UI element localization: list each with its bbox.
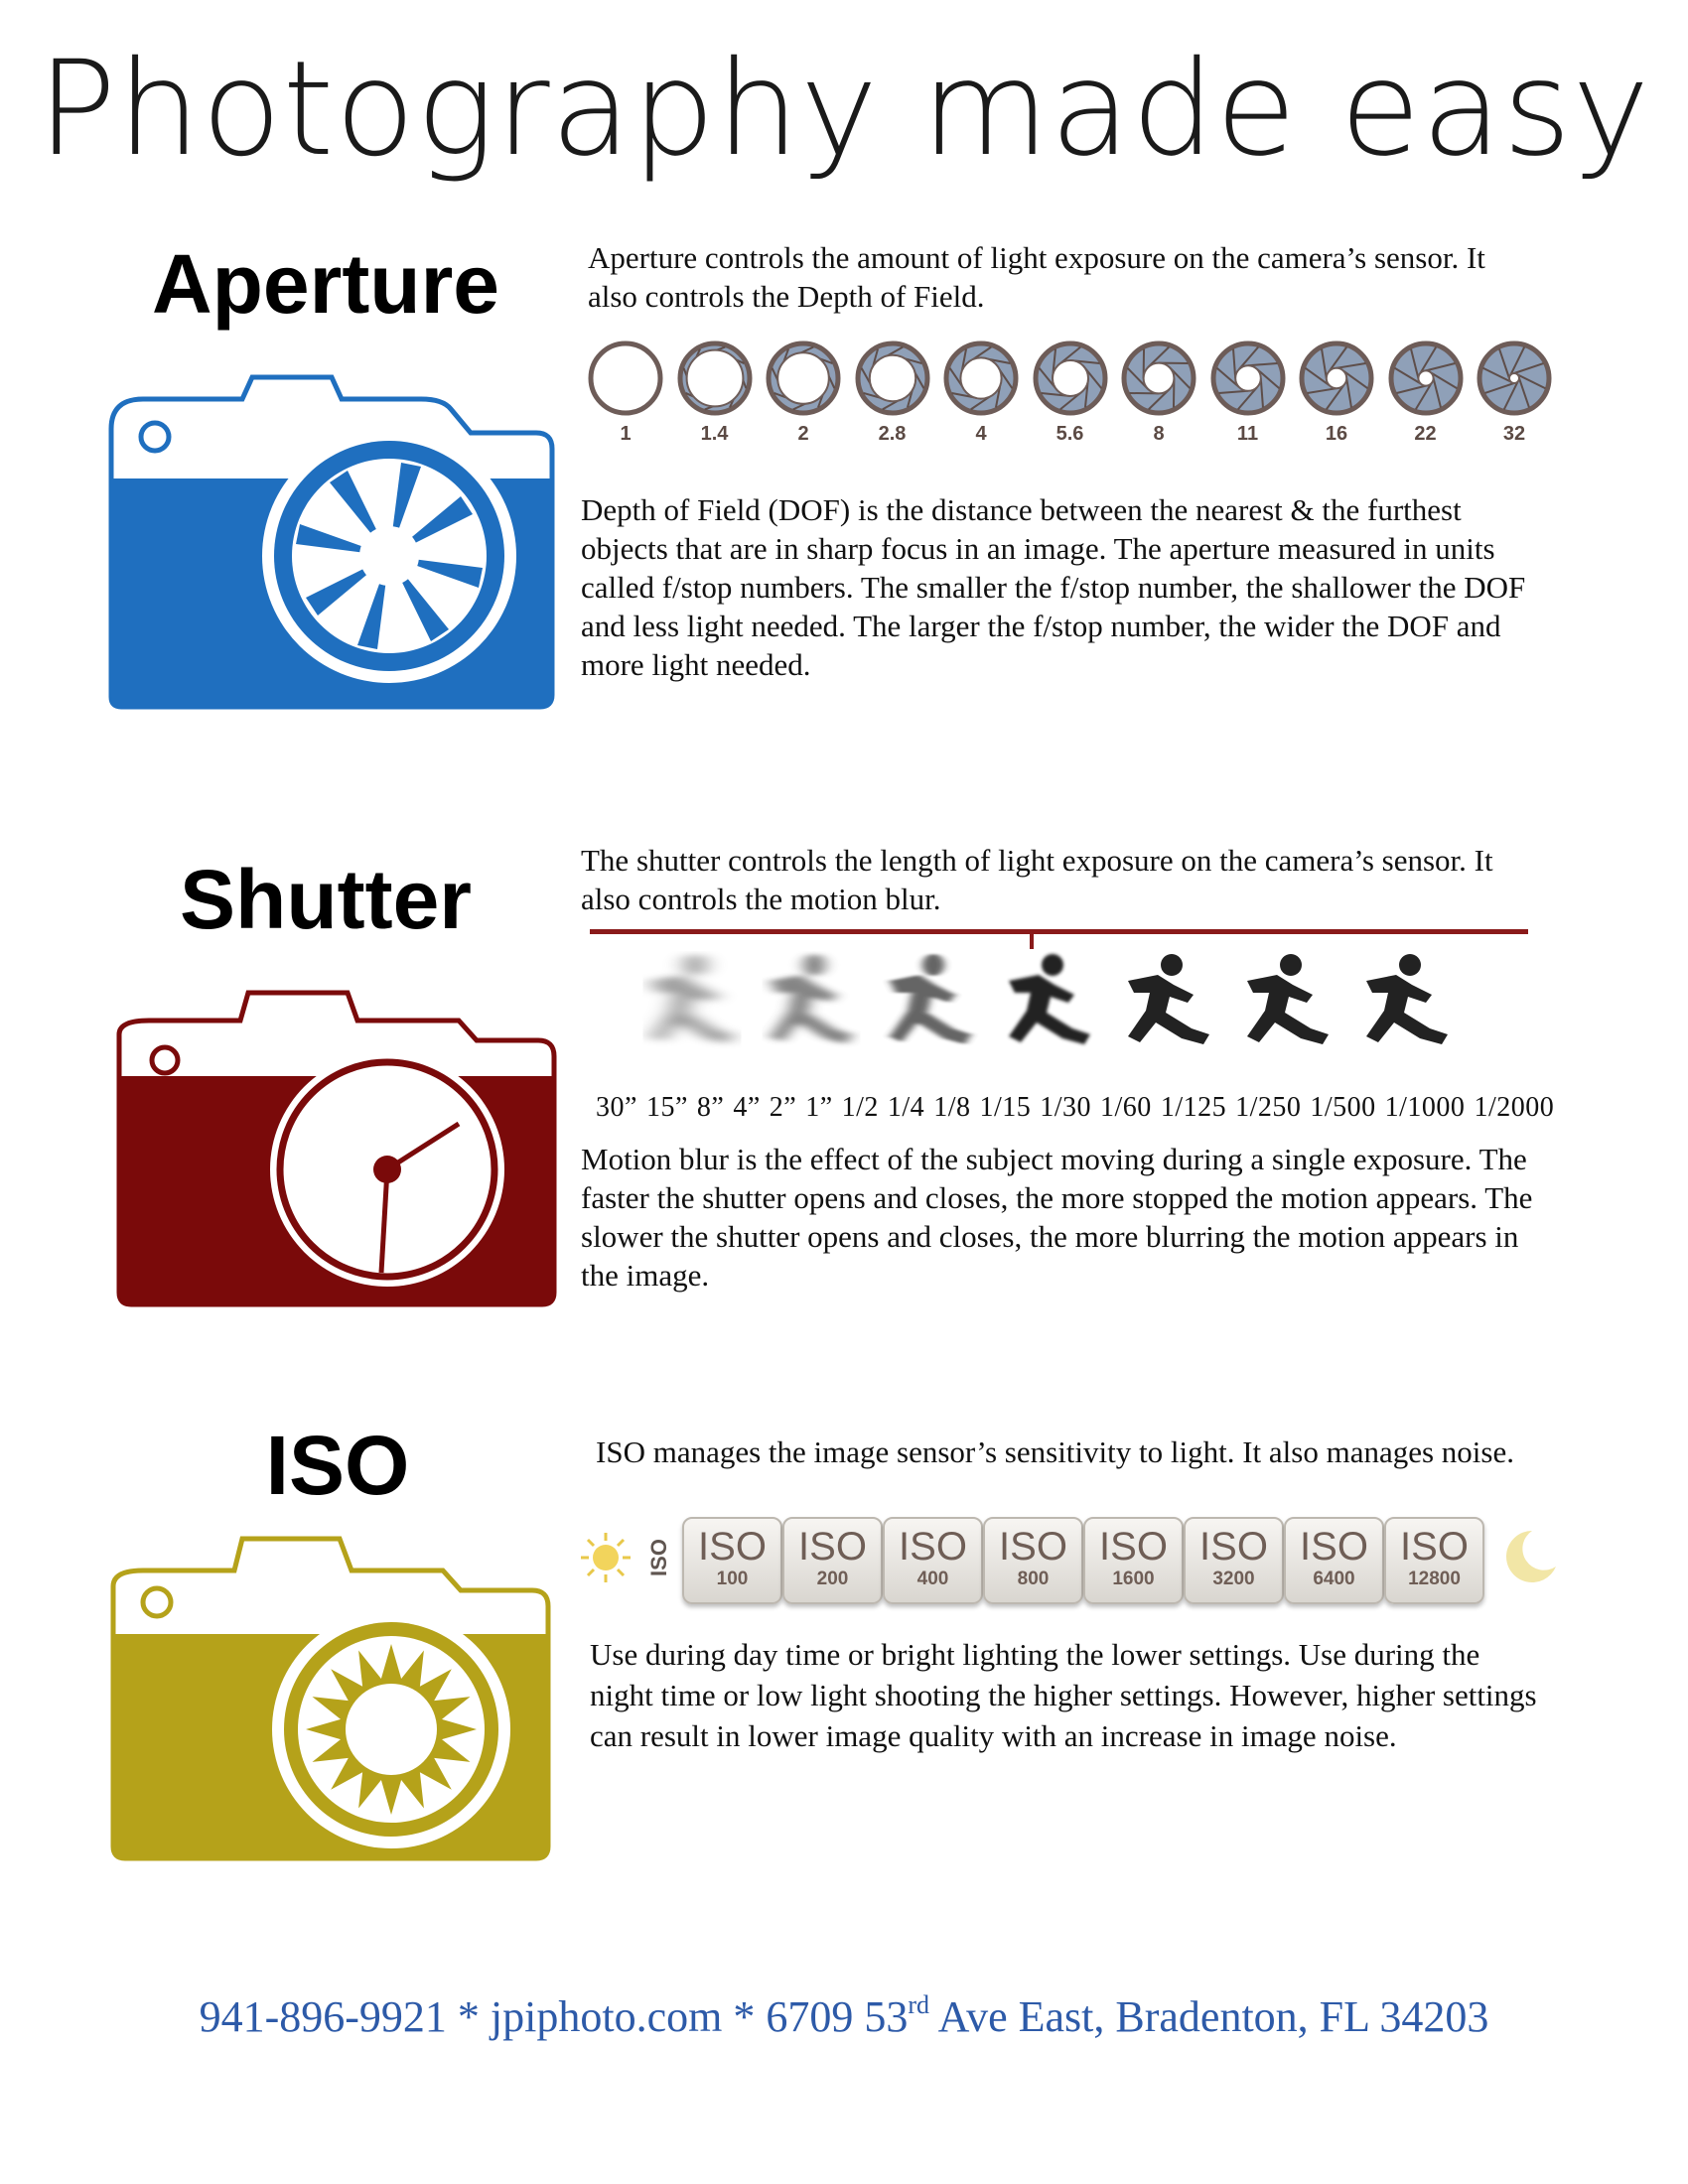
- sun-icon: [579, 1531, 633, 1584]
- aperture-stop-label: 16: [1325, 423, 1348, 445]
- iso-key-label: ISO: [798, 1525, 867, 1569]
- iso-key-label: ISO: [899, 1525, 967, 1569]
- iso-key-label: ISO: [1199, 1525, 1268, 1569]
- aperture-stop-item: [1384, 340, 1468, 446]
- aperture-stop-label: 2: [797, 423, 809, 445]
- aperture-stop-icon: [765, 340, 842, 417]
- iso-vertical-label: ISO: [645, 1539, 671, 1576]
- shutter-speed-label: 2”: [769, 1092, 797, 1123]
- iso-key-label: ISO: [698, 1525, 767, 1569]
- aperture-stop-icon: [1387, 340, 1465, 417]
- aperture-stop-item: [762, 340, 845, 446]
- iso-key-value: 200: [816, 1569, 849, 1589]
- aperture-stop-label: 11: [1236, 423, 1259, 445]
- aperture-stop-item: [1117, 340, 1200, 446]
- phone-number[interactable]: 941-896-9921: [199, 1992, 447, 2041]
- aperture-stop-icon: [587, 340, 664, 417]
- shutter-speed-label: 8”: [696, 1092, 725, 1123]
- aperture-stop-icon: [854, 340, 931, 417]
- aperture-stop-item: [673, 340, 757, 446]
- iso-value-key: [983, 1517, 1083, 1604]
- shutter-speed-label: 4”: [733, 1092, 761, 1123]
- aperture-stop-label: 2.8: [878, 423, 907, 445]
- iso-value-key: [1284, 1517, 1384, 1604]
- shutter-scale-tick: [1030, 929, 1034, 949]
- aperture-stop-item: [851, 340, 934, 446]
- iso-scale-row: [579, 1517, 1562, 1626]
- iso-value-key: [1083, 1517, 1184, 1604]
- aperture-intro: Aperture controls the amount of light exposure on the camera’s sensor. It also controls the Depth of Field.: [588, 240, 1485, 314]
- shutter-speed-label: 15”: [645, 1092, 688, 1123]
- footer-separator: *: [722, 1992, 767, 2041]
- aperture-stop-item: [1206, 340, 1290, 446]
- shutter-heading: Shutter: [180, 853, 472, 946]
- aperture-stop-icon: [1476, 340, 1553, 417]
- iso-value-key: [1384, 1517, 1484, 1604]
- aperture-stop-label: 8: [1153, 423, 1165, 445]
- shutter-speed-label: 1/1000: [1384, 1092, 1466, 1123]
- aperture-stop-label: 4: [975, 423, 987, 445]
- aperture-stop-label: 1: [620, 423, 632, 445]
- shutter-intro: The shutter controls the length of light exposure on the camera’s sensor. It also controls the motion blur.: [581, 843, 1493, 916]
- motion-blur-runners: [614, 951, 1527, 1050]
- camera-sun-icon: [103, 1531, 560, 1878]
- iso-body: Use during day time or bright lighting the lower settings. Use during the night time or low light shooting the higher settings. However, higher settings can result in lower image quality with an increase in image noise.: [590, 1637, 1537, 1753]
- aperture-stop-icon: [1120, 340, 1197, 417]
- iso-key-value: 3200: [1212, 1569, 1255, 1589]
- moon-icon: [1502, 1527, 1558, 1586]
- aperture-heading: Aperture: [151, 237, 500, 331]
- iso-key-value: 100: [716, 1569, 749, 1589]
- iso-key-label: ISO: [1400, 1525, 1469, 1569]
- website-link[interactable]: jpiphoto.com: [490, 1992, 723, 2041]
- aperture-stop-item: [939, 340, 1023, 446]
- aperture-stop-item: [1473, 340, 1556, 446]
- iso-intro: ISO manages the image sensor’s sensitivity to light. It also manages noise.: [596, 1434, 1514, 1469]
- camera-clock-icon: [109, 985, 566, 1322]
- shutter-speed-label: 1/250: [1235, 1092, 1302, 1123]
- iso-key-label: ISO: [1099, 1525, 1168, 1569]
- shutter-speed-label: 30”: [596, 1092, 637, 1123]
- iso-value-key: [1184, 1517, 1284, 1604]
- iso-key-value: 12800: [1408, 1569, 1461, 1589]
- aperture-stop-item: [584, 340, 667, 446]
- address: 6709 53rd Ave East, Bradenton, FL 34203: [766, 1990, 1489, 2041]
- aperture-stop-label: 1.4: [700, 423, 729, 445]
- footer-separator: *: [446, 1992, 491, 2041]
- aperture-stop-icon: [1298, 340, 1375, 417]
- shutter-speed-label: 1/60: [1100, 1092, 1152, 1123]
- aperture-stop-icon: [942, 340, 1020, 417]
- shutter-speed-label: 1/500: [1310, 1092, 1376, 1123]
- shutter-speeds-row: [596, 1092, 1555, 1124]
- aperture-stop-item: [1295, 340, 1378, 446]
- shutter-speed-label: 1”: [805, 1092, 833, 1123]
- iso-key-value: 1600: [1112, 1569, 1155, 1589]
- aperture-stop-label: 32: [1502, 423, 1526, 445]
- shutter-body: Motion blur is the effect of the subject moving during a single exposure. The faster the shutter opens and closes, the more stopped the motion appears. The slower the shutter opens and closes, the more blurring the motion appears in the image.: [581, 1142, 1533, 1293]
- aperture-stop-icon: [676, 340, 754, 417]
- iso-key-value: 800: [1017, 1569, 1050, 1589]
- aperture-stops-row: [584, 340, 1557, 478]
- iso-value-key: [883, 1517, 983, 1604]
- page-title: Photography made easy: [37, 33, 1651, 186]
- shutter-scale-line: [590, 929, 1528, 934]
- iso-key-label: ISO: [1300, 1525, 1368, 1569]
- shutter-speed-label: 1/30: [1040, 1092, 1092, 1123]
- iso-value-key: [782, 1517, 883, 1604]
- iso-key-label: ISO: [999, 1525, 1067, 1569]
- shutter-speed-label: 1/125: [1160, 1092, 1227, 1123]
- shutter-speed-label: 1/8: [933, 1092, 971, 1123]
- shutter-speed-label: 1/4: [887, 1092, 925, 1123]
- contact-footer: [0, 1990, 1688, 2042]
- aperture-body: Depth of Field (DOF) is the distance between the nearest & the furthest objects that are in sharp focus in an image. The aperture measured in units called f/stop numbers. The smaller the f/stop number, the shallower the DOF and less light needed. The larger the f/stop number, the wider the DOF and more light needed.: [581, 492, 1526, 682]
- aperture-stop-label: 5.6: [1055, 423, 1084, 445]
- iso-heading: ISO: [265, 1419, 410, 1512]
- iso-key-value: 6400: [1313, 1569, 1355, 1589]
- aperture-stop-icon: [1032, 340, 1109, 417]
- aperture-stop-icon: [1209, 340, 1287, 417]
- camera-aperture-icon: [103, 369, 560, 727]
- aperture-stop-item: [1029, 340, 1112, 446]
- shutter-speed-label: 1/2000: [1474, 1092, 1555, 1123]
- shutter-speed-label: 1/15: [979, 1092, 1032, 1123]
- shutter-speed-label: 1/2: [841, 1092, 879, 1123]
- iso-value-key: [682, 1517, 782, 1604]
- iso-key-value: 400: [916, 1569, 949, 1589]
- aperture-stop-label: 22: [1414, 423, 1437, 445]
